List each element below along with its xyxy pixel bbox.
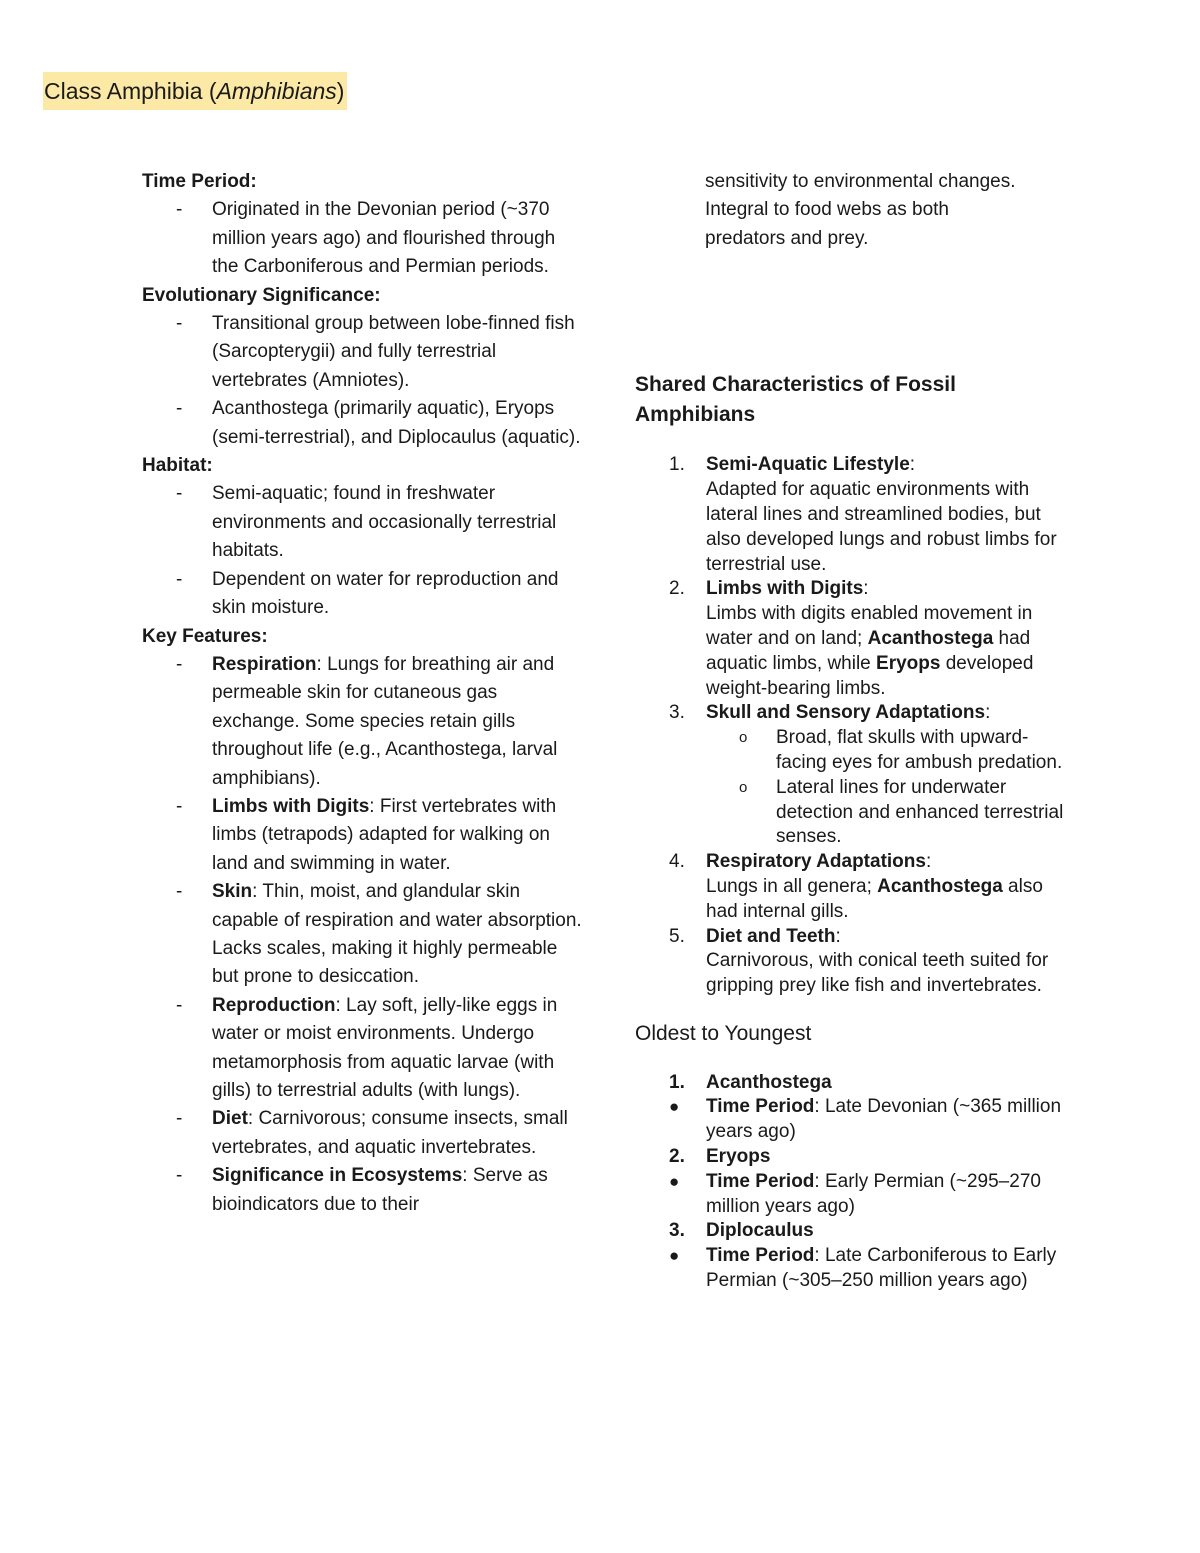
oldest-to-youngest-list xyxy=(635,1071,1075,1294)
feature-term: Limbs with Digits xyxy=(212,795,370,817)
circle-bullet-icon: o xyxy=(739,778,748,796)
habitat-heading: Habitat: xyxy=(142,455,213,477)
shared-characteristics-heading: Shared Characteristics of Fossil Amphibians xyxy=(635,373,956,426)
list-item: 3. Diplocaulus xyxy=(669,1220,814,1242)
time-period-heading: Time Period: xyxy=(142,171,257,192)
feature-term: Skin xyxy=(212,881,253,903)
list-item: - Skin: Thin, moist, and glandular skin capable of respiration and water absorption. Lacks scales, making it highly permeable but prone to desiccation. xyxy=(142,878,582,992)
list-item: - Significance in Ecosystems: Serve as bioindicators due to their xyxy=(142,1162,582,1219)
evolutionary-significance-heading: Evolutionary Significance: xyxy=(142,284,381,306)
oldest-to-youngest-heading: Oldest to Youngest xyxy=(635,1021,812,1045)
shared-characteristics-list xyxy=(635,453,1075,999)
list-item: - Diet: Carnivorous; consume insects, small vertebrates, and aquatic invertebrates. xyxy=(142,1105,582,1162)
page-title: Class Amphibia (Amphibians) xyxy=(43,72,347,110)
continued-text: sensitivity to environmental changes. Integral to food webs as both predators and prey. xyxy=(705,171,1016,249)
bullet-icon: ● xyxy=(669,1171,680,1191)
feature-term: Diet xyxy=(212,1108,248,1130)
circle-bullet-icon: o xyxy=(739,729,748,747)
feature-term: Significance in Ecosystems xyxy=(212,1165,463,1187)
sub-list-item: o Broad, flat skulls with upward-facing eyes for ambush predation. xyxy=(739,727,1063,773)
bullet-icon: ● xyxy=(669,1097,680,1117)
list-item: 3. Skull and Sensory Adaptations: xyxy=(669,702,991,724)
list-item: 2. Eryops xyxy=(669,1145,771,1167)
list-item: ● Time Period: Late Devonian (~365 million years ago) xyxy=(669,1096,1062,1143)
feature-term: Respiration xyxy=(212,653,317,675)
list-item: - Acanthostega (primarily aquatic), Eryops (semi-terrestrial), and Diplocaulus (aquatic). xyxy=(142,395,582,452)
key-features-heading: Key Features: xyxy=(142,625,268,647)
list-item: - Reproduction: Lay soft, jelly-like eggs in water or moist environments. Undergo metamorphosis from aquatic larvae (with gills) to terrestrial adults (with lungs). xyxy=(142,992,582,1106)
feature-term: Reproduction xyxy=(212,994,336,1016)
right-column xyxy=(635,168,1075,1294)
list-item: - Originated in the Devonian period (~370 million years ago) and flourished through the Carboniferous and Permian periods. xyxy=(142,196,582,281)
list-item: - Limbs with Digits: First vertebrates with limbs (tetrapods) adapted for walking on land and swimming in water. xyxy=(142,793,582,878)
left-column xyxy=(142,168,582,1219)
habitat-list xyxy=(142,480,582,622)
list-item: - Dependent on water for reproduction and skin moisture. xyxy=(142,566,582,623)
list-item: ● Time Period: Late Carboniferous to Early Permian (~305–250 million years ago) xyxy=(669,1245,1057,1291)
list-item: 2. Limbs with Digits: Limbs with digits enabled movement in water and on land; Acanthostega had aquatic limbs, while Eryops developed weight-bearing limbs. xyxy=(669,578,1034,699)
bullet-icon: ● xyxy=(669,1246,680,1266)
key-features-list xyxy=(142,651,582,1219)
list-item: 1. Semi-Aquatic Lifestyle: Adapted for aquatic environments with lateral lines and streamlined bodies, but also developed lungs and robust limbs for terrestrial use. xyxy=(669,454,1057,575)
sub-list-item: o Lateral lines for underwater detection and enhanced terrestrial senses. xyxy=(739,776,1064,848)
list-item: 5. Diet and Teeth: Carnivorous, with conical teeth suited for gripping prey like fish and invertebrates. xyxy=(669,925,1049,997)
time-period-list xyxy=(142,196,582,281)
evolutionary-list xyxy=(142,310,582,452)
list-item: 1. Acanthostega xyxy=(669,1071,832,1093)
list-item: 4. Respiratory Adaptations: Lungs in all genera; Acanthostega also had internal gills. xyxy=(669,851,1043,922)
list-item: - Semi-aquatic; found in freshwater environments and occasionally terrestrial habitats. xyxy=(142,480,582,565)
list-item: ● Time Period: Early Permian (~295–270 million years ago) xyxy=(669,1170,1041,1217)
list-item: - Transitional group between lobe-finned fish (Sarcopterygii) and fully terrestrial vertebrates (Amniotes). xyxy=(142,310,582,395)
list-item: - Respiration: Lungs for breathing air and permeable skin for cutaneous gas exchange. Some species retain gills throughout life (e.g., Acanthostega, larval amphibians). xyxy=(142,651,582,793)
